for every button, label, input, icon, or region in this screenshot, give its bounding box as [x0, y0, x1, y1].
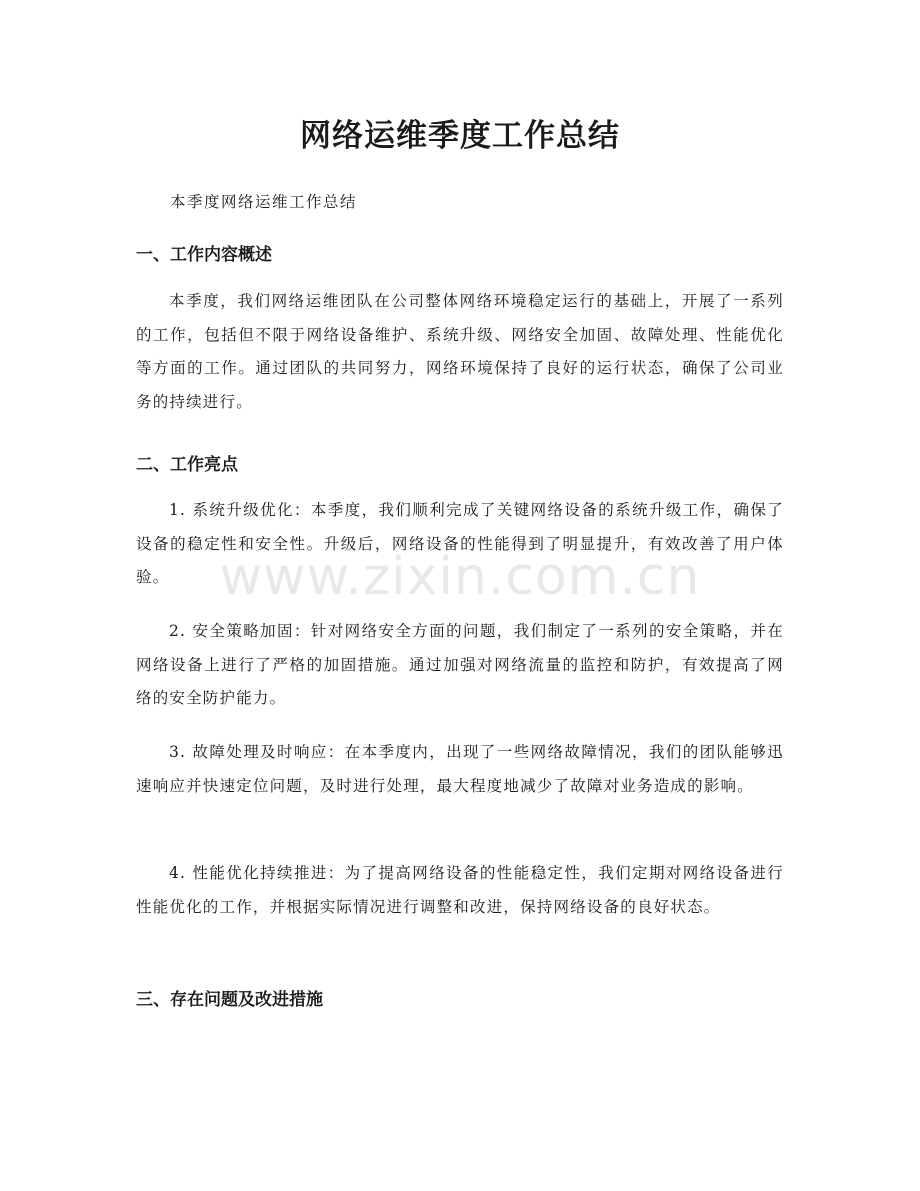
section-heading-issues: 三、存在问题及改进措施	[136, 990, 323, 1010]
section-heading-highlights: 二、工作亮点	[136, 455, 238, 475]
document-title: 网络运维季度工作总结	[300, 118, 620, 154]
section-heading-overview: 一、工作内容概述	[136, 245, 272, 265]
paragraph-highlight-3: 3. 故障处理及时响应：在本季度内，出现了一些网络故障情况，我们的团队能够迅速响应并快速定位问题，及时进行处理，最大程度地减少了故障对业务造成的影响。	[136, 743, 784, 795]
paragraph-highlight-2: 2. 安全策略加固：针对网络安全方面的问题，我们制定了一系列的安全策略，并在网络设备上进行了严格的加固措施。通过加强对网络流量的监控和防护，有效提高了网络的安全防护能力。	[136, 622, 784, 707]
paragraph-overview: 本季度，我们网络运维团队在公司整体网络环境稳定运行的基础上，开展了一系列的工作，包括但不限于网络设备维护、系统升级、网络安全加固、故障处理、性能优化等方面的工作。通过团队的共同努力，网络环境保持了良好的运行状态，确保了公司业务的持续进行。	[136, 292, 784, 411]
watermark-text: www.zixin.com.cn	[219, 547, 701, 607]
paragraph-highlight-1: 1. 系统升级优化：本季度，我们顺利完成了关键网络设备的系统升级工作，确保了设备的稳定性和安全性。升级后，网络设备的性能得到了明显提升，有效改善了用户体验。	[136, 501, 784, 586]
document-subtitle: 本季度网络运维工作总结	[170, 193, 358, 211]
paragraph-highlight-4: 4. 性能优化持续推进：为了提高网络设备的性能稳定性，我们定期对网络设备进行性能优化的工作，并根据实际情况进行调整和改进，保持网络设备的良好状态。	[136, 864, 784, 916]
